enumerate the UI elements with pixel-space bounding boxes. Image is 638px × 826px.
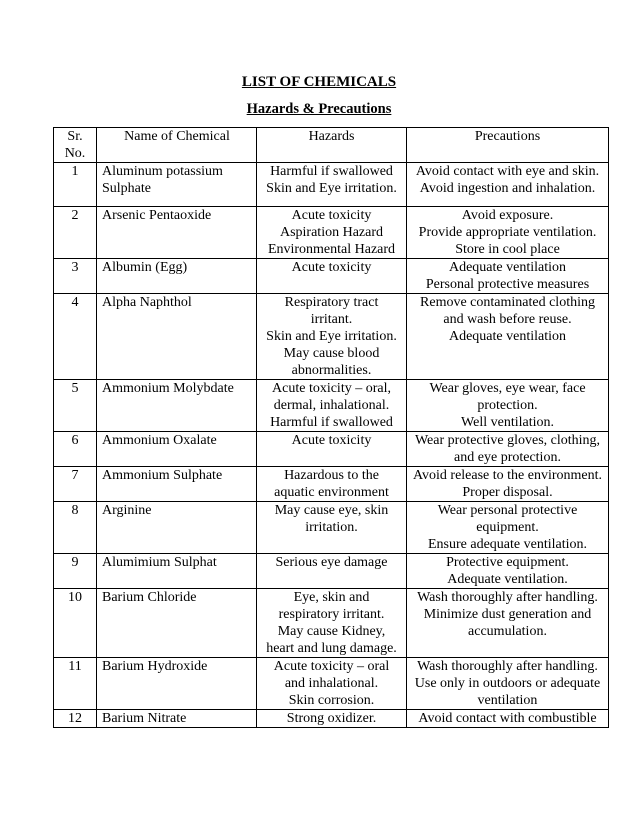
chemical-name-cell: Arsenic Pentaoxide (97, 207, 257, 259)
sr-no-cell: 7 (54, 467, 97, 502)
sr-no-cell: 1 (54, 163, 97, 207)
chemicals-table (53, 127, 609, 728)
table-row (54, 502, 609, 554)
table-row (54, 710, 609, 728)
chemical-name-cell: Ammonium Oxalate (97, 432, 257, 467)
table-body (54, 163, 609, 728)
chemical-name-cell: Ammonium Molybdate (97, 380, 257, 432)
hazards-cell: Acute toxicity Aspiration Hazard Environmental Hazard (257, 207, 407, 259)
table-row (54, 554, 609, 589)
table-row (54, 259, 609, 294)
table-row (54, 380, 609, 432)
precautions-cell: Wear gloves, eye wear, face protection. Well ventilation. (407, 380, 609, 432)
hazards-cell: May cause eye, skin irritation. (257, 502, 407, 554)
chemical-name-cell: Barium Nitrate (97, 710, 257, 728)
table-row (54, 467, 609, 502)
header-name-of-chemical: Name of Chemical (97, 128, 257, 163)
hazards-cell: Harmful if swallowed Skin and Eye irritation. (257, 163, 407, 207)
hazards-cell: Eye, skin and respiratory irritant. May cause Kidney, heart and lung damage. (257, 589, 407, 658)
chemical-name-cell: Barium Hydroxide (97, 658, 257, 710)
sr-no-cell: 12 (54, 710, 97, 728)
hazards-cell: Acute toxicity (257, 259, 407, 294)
table-header-row (54, 128, 609, 163)
header-precautions: Precautions (407, 128, 609, 163)
hazards-cell: Acute toxicity – oral and inhalational. Skin corrosion. (257, 658, 407, 710)
page-title: LIST OF CHEMICALS (241, 74, 397, 90)
chemical-name-cell: Ammonium Sulphate (97, 467, 257, 502)
hazards-cell: Hazardous to the aquatic environment (257, 467, 407, 502)
sr-no-cell: 8 (54, 502, 97, 554)
precautions-cell: Wear personal protective equipment. Ensure adequate ventilation. (407, 502, 609, 554)
sr-no-cell: 3 (54, 259, 97, 294)
table-row (54, 163, 609, 207)
hazards-cell: Respiratory tract irritant. Skin and Eye irritation. May cause blood abnormalities. (257, 294, 407, 380)
sr-no-cell: 11 (54, 658, 97, 710)
precautions-cell: Avoid contact with eye and skin. Avoid ingestion and inhalation. (407, 163, 609, 207)
sr-no-cell: 9 (54, 554, 97, 589)
hazards-cell: Acute toxicity – oral, dermal, inhalational. Harmful if swallowed (257, 380, 407, 432)
chemical-name-cell: Barium Chloride (97, 589, 257, 658)
sr-no-cell: 5 (54, 380, 97, 432)
hazards-cell: Serious eye damage (257, 554, 407, 589)
hazards-cell: Acute toxicity (257, 432, 407, 467)
precautions-cell: Protective equipment. Adequate ventilation. (407, 554, 609, 589)
table-row (54, 658, 609, 710)
header-sr-no: Sr. No. (54, 128, 97, 163)
chemical-name-cell: Aluminum potassium Sulphate (97, 163, 257, 207)
chemical-name-cell: Alumimium Sulphat (97, 554, 257, 589)
precautions-cell: Wash thoroughly after handling. Minimize dust generation and accumulation. (407, 589, 609, 658)
page-subtitle: Hazards & Precautions (246, 101, 392, 117)
precautions-cell: Wear protective gloves, clothing, and eye protection. (407, 432, 609, 467)
table-row (54, 432, 609, 467)
precautions-cell: Remove contaminated clothing and wash before reuse. Adequate ventilation (407, 294, 609, 380)
chemical-name-cell: Alpha Naphthol (97, 294, 257, 380)
table-row (54, 207, 609, 259)
precautions-cell: Avoid exposure. Provide appropriate ventilation. Store in cool place (407, 207, 609, 259)
hazards-cell: Strong oxidizer. (257, 710, 407, 728)
sr-no-cell: 6 (54, 432, 97, 467)
precautions-cell: Avoid contact with combustible (407, 710, 609, 728)
sr-no-cell: 4 (54, 294, 97, 380)
precautions-cell: Adequate ventilation Personal protective measures (407, 259, 609, 294)
sr-no-cell: 2 (54, 207, 97, 259)
precautions-cell: Wash thoroughly after handling. Use only in outdoors or adequate ventilation (407, 658, 609, 710)
table-row (54, 294, 609, 380)
sr-no-cell: 10 (54, 589, 97, 658)
chemical-name-cell: Albumin (Egg) (97, 259, 257, 294)
header-hazards: Hazards (257, 128, 407, 163)
table-row (54, 589, 609, 658)
precautions-cell: Avoid release to the environment. Proper disposal. (407, 467, 609, 502)
chemical-name-cell: Arginine (97, 502, 257, 554)
